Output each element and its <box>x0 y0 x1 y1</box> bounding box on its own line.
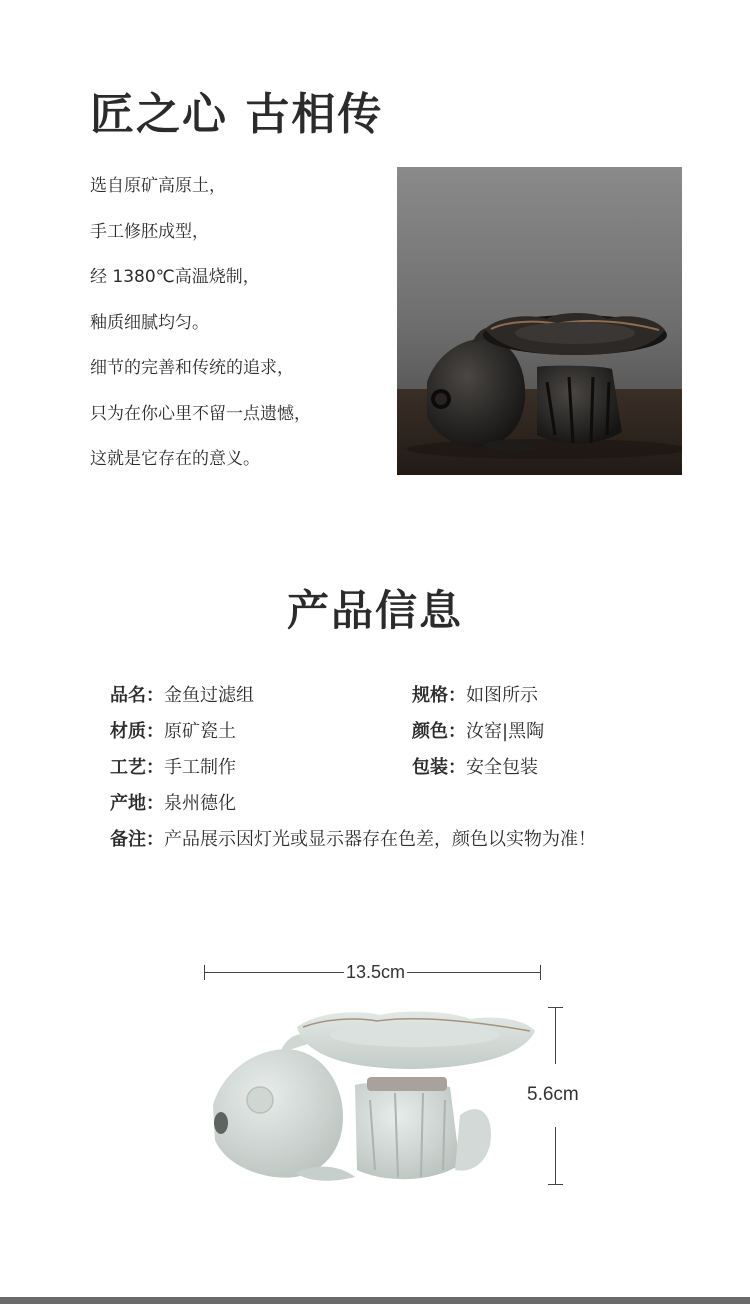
info-row-packaging: 包装：安全包装 <box>412 757 538 778</box>
bottom-divider <box>0 1297 750 1304</box>
width-dimension <box>204 960 541 984</box>
info-row-name: 品名：金鱼过滤组 <box>110 685 254 706</box>
info-row-material: 材质：原矿瓷土 <box>110 721 236 742</box>
info-row-spec: 规格：如图所示 <box>412 685 538 706</box>
height-label: 5.6cm <box>527 1084 579 1105</box>
info-row-color: 颜色：汝窑|黑陶 <box>412 721 545 742</box>
product-info-title: 产品信息 <box>286 586 463 635</box>
craft-title: 匠之心 古相传 <box>90 89 384 140</box>
craft-line: 手工修胚成型， <box>90 221 209 242</box>
craft-line: 选自原矿高原土， <box>90 176 226 196</box>
product-photo-black-glaze <box>397 167 682 475</box>
craft-line: 釉质细腻均匀。 <box>90 312 209 333</box>
width-label: 13.5cm <box>346 962 406 982</box>
info-row-note: 备注：产品展示因灯光或显示器存在色差，颜色以实物为准！ <box>110 829 596 850</box>
product-photo-celadon <box>205 1005 540 1185</box>
craft-line: 这就是它存在的意义。 <box>90 449 260 469</box>
craft-line: 细节的完善和传统的追求， <box>90 358 294 378</box>
info-row-craft: 工艺：手工制作 <box>110 757 236 778</box>
craft-description <box>90 172 311 491</box>
info-row-origin: 产地：泉州德化 <box>110 793 236 814</box>
craft-line: 经 1380℃高温烧制， <box>90 267 260 287</box>
craft-line: 只为在你心里不留一点遗憾， <box>90 403 311 424</box>
